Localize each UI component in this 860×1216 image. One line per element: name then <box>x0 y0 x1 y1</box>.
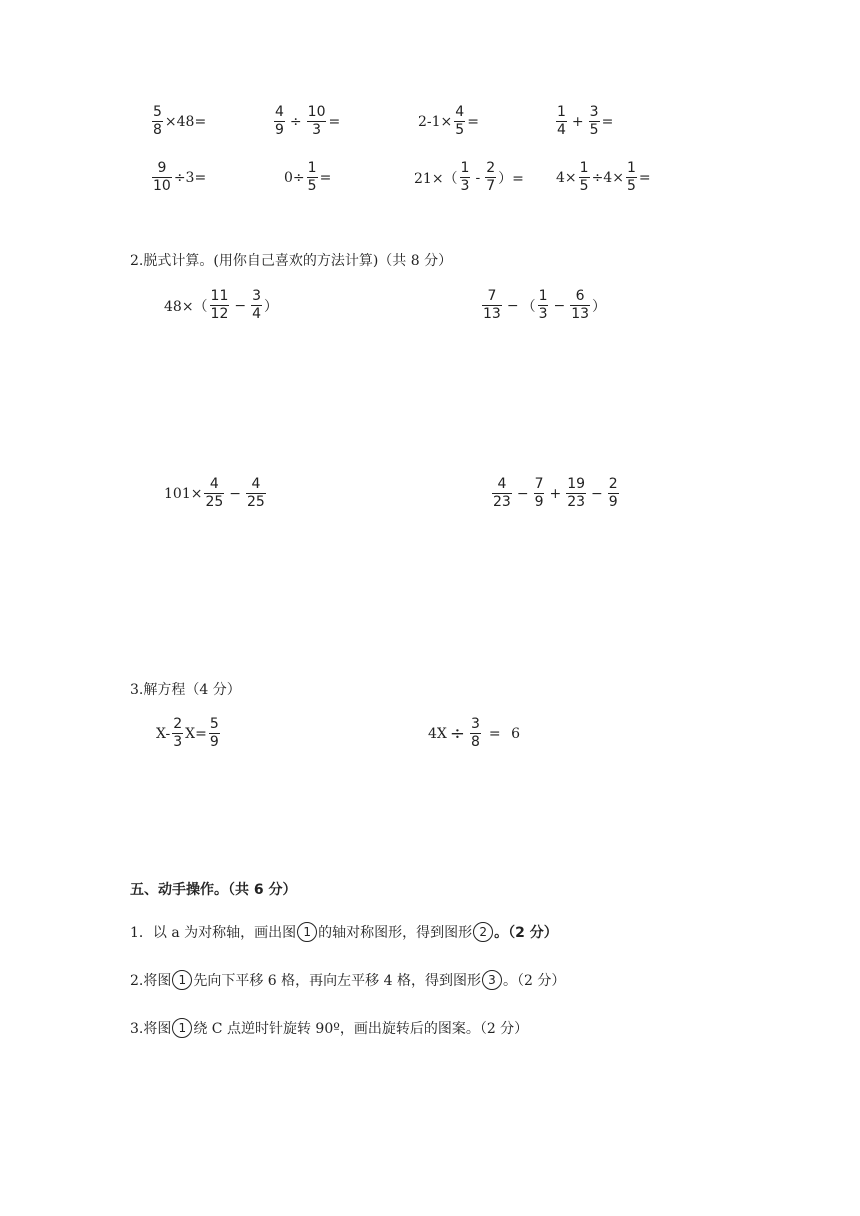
numerator: 4 <box>455 104 465 120</box>
circled-number-1: 1 <box>172 1018 192 1038</box>
expr-text: 4X <box>428 725 447 742</box>
oral-r1-a <box>150 104 206 139</box>
denominator: 3 <box>538 306 548 322</box>
denominator: 10 <box>153 178 171 194</box>
denominator: 5 <box>455 122 465 138</box>
expr-text: 2-1× <box>418 113 453 130</box>
fraction <box>274 104 285 139</box>
oral-r1-c <box>418 104 479 139</box>
denominator: 25 <box>247 494 265 510</box>
fraction <box>538 288 549 323</box>
expr-text: X- <box>156 725 171 742</box>
q3-eq-2 <box>428 716 520 751</box>
circled-number-2: 2 <box>473 922 493 942</box>
item-text: 先向下平移 6 格，再向左平移 4 格，得到图形 <box>193 973 481 989</box>
sec5-title: 五、动手操作。（共 6 分） <box>130 882 297 898</box>
oral-r1-b <box>272 104 340 139</box>
fraction <box>210 288 230 323</box>
denominator: 7 <box>486 178 496 194</box>
q3-eq-1 <box>156 716 222 751</box>
oral-r1-d <box>554 104 613 139</box>
numerator: 2 <box>173 716 183 732</box>
fraction <box>152 160 172 195</box>
denominator: 8 <box>153 122 162 138</box>
fraction <box>589 104 600 139</box>
oral-r2-a <box>150 160 206 195</box>
operator: − <box>506 297 519 314</box>
numerator: 19 <box>567 476 586 492</box>
operator: − <box>234 297 247 314</box>
denominator: 8 <box>470 734 480 750</box>
q2-expr-1 <box>164 288 278 323</box>
numerator: 3 <box>252 288 262 304</box>
fraction <box>454 104 465 139</box>
numerator: 1 <box>307 160 317 176</box>
sec5-item-1 <box>130 922 558 942</box>
fraction <box>470 716 481 751</box>
sec5-item-2 <box>130 970 565 990</box>
operator: − <box>591 485 603 502</box>
fraction <box>209 716 220 751</box>
denominator: 13 <box>483 306 501 322</box>
numerator: 1 <box>579 160 589 176</box>
numerator: 11 <box>210 288 229 304</box>
expr-text: = <box>319 169 332 186</box>
expr-text: ） <box>264 298 279 315</box>
operator: - <box>475 169 481 186</box>
expr-text: = <box>467 113 479 130</box>
fraction <box>172 716 183 751</box>
fraction <box>152 104 163 139</box>
q2-expr-4 <box>490 476 621 511</box>
operator: ÷ <box>449 723 465 744</box>
numerator: 1 <box>626 160 636 176</box>
q3-title: 3.解方程（4 分） <box>130 682 241 698</box>
denominator: 5 <box>626 178 636 194</box>
item-text: 。（2 分） <box>502 973 566 989</box>
expr-text: （ <box>521 298 536 315</box>
item-text: 3.将图 <box>130 1021 172 1037</box>
expr-text: ）= <box>498 170 524 187</box>
numerator: 4 <box>209 476 219 492</box>
circled-number-1: 1 <box>172 970 192 990</box>
operator: − <box>553 297 566 314</box>
numerator: 2 <box>486 160 496 176</box>
denominator: 9 <box>275 122 284 138</box>
denominator: 12 <box>210 306 229 322</box>
fraction <box>534 476 545 511</box>
fraction <box>204 476 224 511</box>
operator: − <box>516 485 529 502</box>
operator: − <box>229 485 242 502</box>
expr-text: 4× <box>556 169 577 186</box>
numerator: 6 <box>575 288 585 304</box>
denominator: 3 <box>312 122 322 138</box>
denominator: 23 <box>493 494 511 510</box>
operator: + <box>549 485 562 502</box>
expr-text: 21×（ <box>414 170 458 187</box>
numerator: 4 <box>275 104 284 120</box>
q2-expr-2 <box>480 288 606 323</box>
denominator: 23 <box>567 494 586 510</box>
item-text: 。（2 分） <box>494 925 558 941</box>
fraction <box>307 160 318 195</box>
expr-text: = <box>328 113 341 130</box>
circled-number-1: 1 <box>297 922 317 942</box>
numerator: 9 <box>157 160 167 176</box>
numerator: 1 <box>538 288 548 304</box>
numerator: 10 <box>307 104 326 120</box>
expr-text: 0÷ <box>284 169 305 186</box>
operator: + <box>571 113 584 130</box>
fraction <box>460 160 471 195</box>
denominator: 3 <box>460 178 470 194</box>
expr-text: X= <box>185 725 207 742</box>
q2-title: 2.脱式计算。(用你自己喜欢的方法计算)（共 8 分） <box>130 253 453 269</box>
numerator: 5 <box>153 104 162 120</box>
expr-text: = <box>638 169 651 186</box>
fraction <box>570 288 590 323</box>
numerator: 5 <box>209 716 219 732</box>
fraction <box>556 104 567 139</box>
numerator: 4 <box>251 476 261 492</box>
fraction <box>251 288 262 323</box>
denominator: 5 <box>307 178 317 194</box>
numerator: 1 <box>460 160 470 176</box>
fraction <box>579 160 590 195</box>
denominator: 9 <box>608 494 618 510</box>
oral-r2-c <box>414 160 524 195</box>
numerator: 3 <box>589 104 599 120</box>
expr-text: ÷3= <box>173 169 207 186</box>
numerator: 7 <box>487 288 497 304</box>
expr-text: ÷4× <box>591 169 624 186</box>
item-text: 的轴对称图形，得到图形 <box>318 925 473 941</box>
fraction <box>566 476 586 511</box>
denominator: 5 <box>579 178 589 194</box>
numerator: 2 <box>608 476 618 492</box>
denominator: 25 <box>205 494 224 510</box>
denominator: 3 <box>173 734 183 750</box>
oral-r2-b <box>284 160 331 195</box>
expr-text: ） <box>592 298 607 315</box>
item-text: 1．以 a 为对称轴，画出图 <box>130 925 297 941</box>
expr-text: 101× <box>164 485 203 502</box>
denominator: 4 <box>557 122 566 138</box>
item-text: 绕 C 点逆时针旋转 90º，画出旋转后的图案。（2 分） <box>193 1021 529 1037</box>
numerator: 3 <box>470 716 480 732</box>
denominator: 4 <box>252 306 262 322</box>
fraction <box>307 104 327 139</box>
circled-number-3: 3 <box>482 970 502 990</box>
fraction <box>246 476 266 511</box>
expr-text: 48×（ <box>164 298 208 315</box>
denominator: 5 <box>589 122 599 138</box>
fraction <box>482 288 502 323</box>
sec5-item-3 <box>130 1018 528 1038</box>
numerator: 1 <box>557 104 566 120</box>
oral-r2-d <box>556 160 651 195</box>
item-text: 2.将图 <box>130 973 172 989</box>
fraction <box>626 160 637 195</box>
numerator: 7 <box>534 476 544 492</box>
fraction <box>608 476 619 511</box>
expr-text: = <box>601 113 614 130</box>
expr-text: = 6 <box>488 725 520 742</box>
denominator: 9 <box>209 734 219 750</box>
q2-expr-3 <box>164 476 268 511</box>
denominator: 13 <box>571 306 590 322</box>
fraction <box>492 476 512 511</box>
fraction <box>485 160 496 195</box>
numerator: 4 <box>497 476 507 492</box>
denominator: 9 <box>534 494 544 510</box>
expr-text: ×48= <box>164 113 207 130</box>
operator: ÷ <box>289 113 302 130</box>
